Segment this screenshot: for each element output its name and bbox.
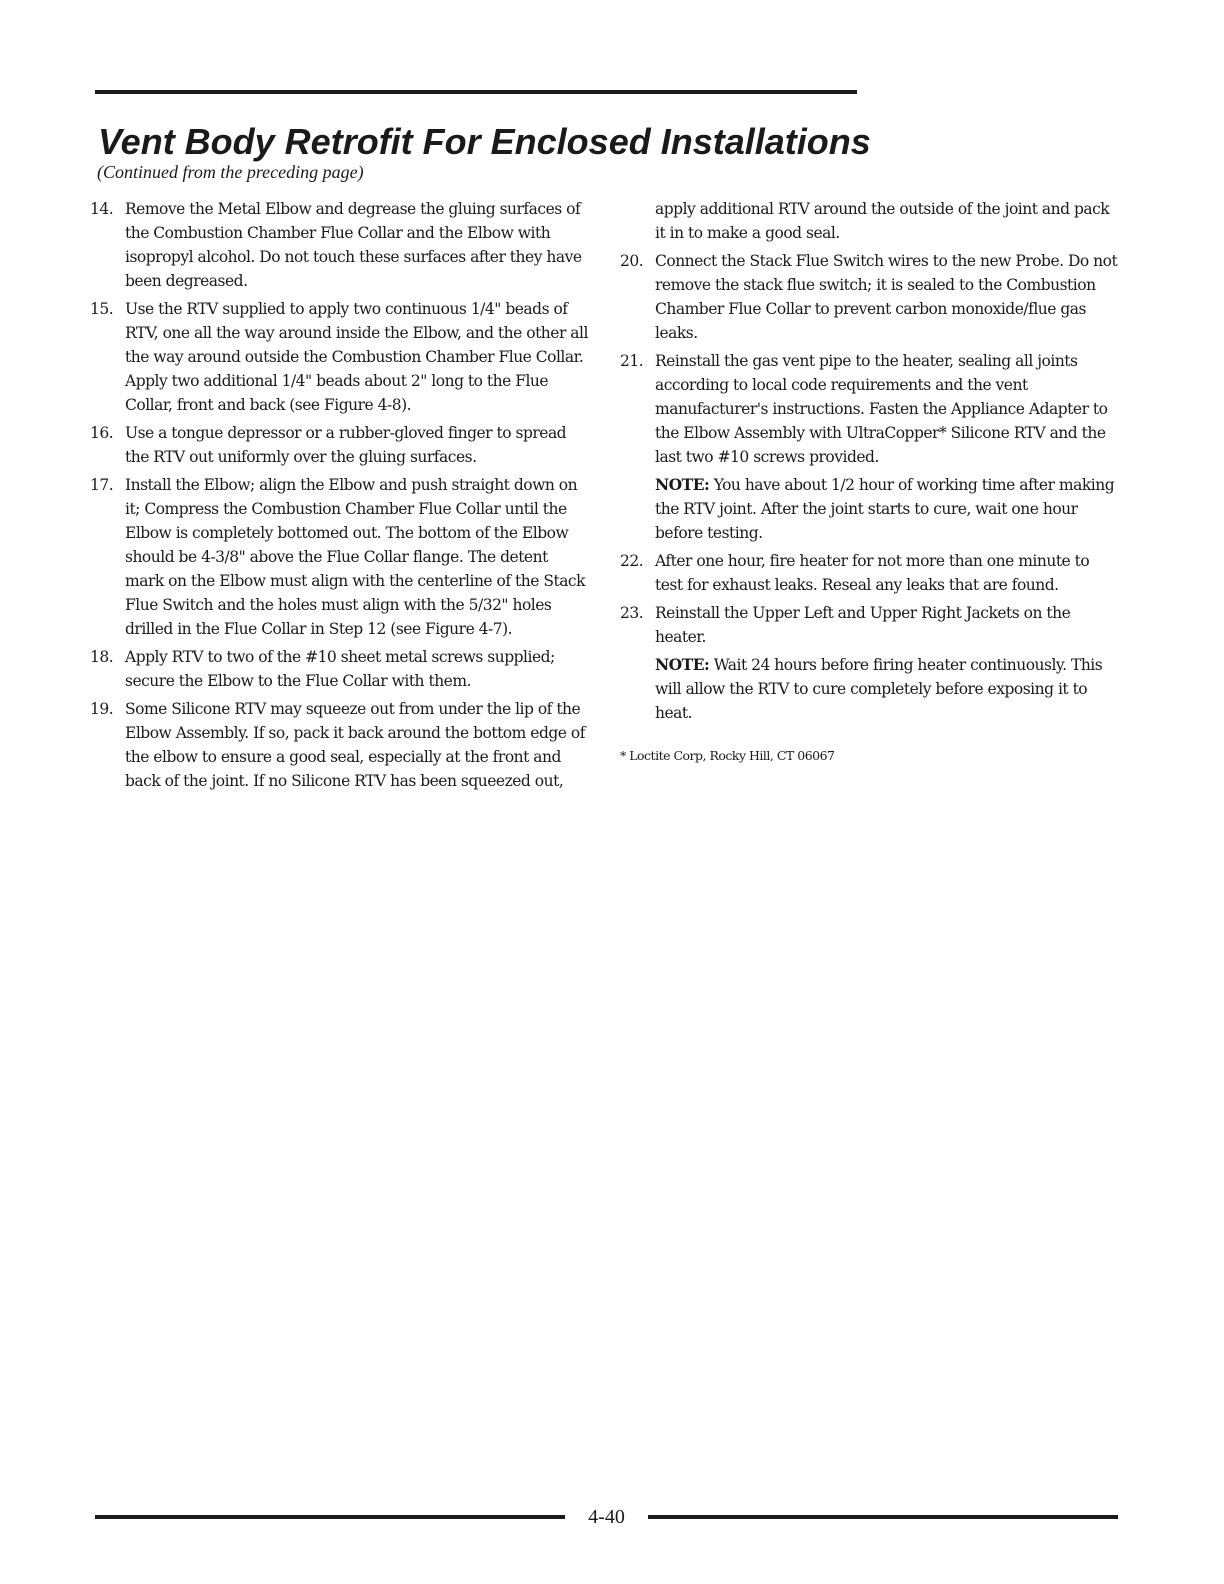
step-text: Connect the Stack Flue Switch wires to the new Probe. Do not remove the stack flue switch; it is sealed to the Combustion Chamber Flue Collar to prevent carbon monoxide/flue gas leaks. [655,252,1118,342]
note-label: NOTE: [655,655,710,674]
step-text: After one hour, fire heater for not more than one minute to test for exhaust leaks. Reseal any leaks that are found. [655,552,1090,594]
step-19-continuation: apply additional RTV around the outside of the joint and pack it in to make a good seal. [655,200,1110,242]
step-text: Reinstall the Upper Left and Upper Right Jackets on the heater. [655,604,1071,646]
top-rule [95,90,857,94]
page-subtitle: (Continued from the preceding page) [97,162,364,182]
step-15 [90,297,590,417]
note-working-time [655,473,1120,545]
note-text: Wait 24 hours before firing heater continuously. This will allow the RTV to cure completely before exposing it to heat. [655,656,1103,722]
step-21 [620,349,1120,469]
step-text: Apply RTV to two of the #10 sheet metal screws supplied; secure the Elbow to the Flue Collar with them. [125,648,555,690]
step-17 [90,473,590,641]
step-text: Install the Elbow; align the Elbow and push straight down on it; Compress the Combustion Chamber Flue Collar until the Elbow is completely bottomed out. The bottom of the Elbow should be 4-3/8" above the Flue Collar flange. The detent mark on the Elbow must align with the centerline of the Stack Flue Switch and the holes must align with the 5/32" holes drilled in the Flue Collar in Step 12 (see Figure 4-7). [125,476,586,638]
step-14 [90,197,590,293]
page-title: Vent Body Retrofit For Enclosed Installations [98,121,871,162]
step-number: 16. [90,424,114,442]
note-text: You have about 1/2 hour of working time after making the RTV joint. After the joint starts to cure, wait one hour before testing. [655,476,1115,542]
step-number: 20. [620,252,644,270]
right-column [620,197,1120,765]
step-text: Use the RTV supplied to apply two continuous 1/4" beads of RTV, one all the way around inside the Elbow, and the other all the way around outside the Combustion Chamber Flue Collar. Apply two additional 1/4" beads about 2" long to the Flue Collar, front and back (see Figure 4-8). [125,300,588,414]
step-22 [620,549,1120,597]
step-text: Some Silicone RTV may squeeze out from under the lip of the Elbow Assembly. If so, pack it back around the bottom edge of the elbow to ensure a good seal, especially at the front and back of the joint. If no Silicone RTV has been squeezed out, [125,700,585,790]
step-number: 23. [620,604,644,622]
step-18 [90,645,590,693]
step-text: Reinstall the gas vent pipe to the heater, sealing all joints according to local code requirements and the vent manufacturer's instructions. Fasten the Appliance Adapter to the Elbow Assembly with UltraCopper* Silicone RTV and the last two #10 screws provided. [655,352,1108,466]
footer-rule-left [95,1515,565,1519]
note-cure-time [655,653,1120,725]
step-number: 21. [620,352,644,370]
footer-rule-right [648,1515,1118,1519]
step-text: Use a tongue depressor or a rubber-gloved finger to spread the RTV out uniformly over the gluing surfaces. [125,424,567,466]
step-23 [620,601,1120,649]
step-number: 14. [90,200,114,218]
step-number: 17. [90,476,114,494]
footnote: * Loctite Corp, Rocky Hill, CT 06067 [620,748,835,763]
step-number: 19. [90,700,114,718]
step-text: Remove the Metal Elbow and degrease the gluing surfaces of the Combustion Chamber Flue Collar and the Elbow with isopropyl alcohol. Do not touch these surfaces after they have been degreased. [125,200,582,290]
page-number: 4-40 [588,1506,625,1528]
step-number: 18. [90,648,114,666]
step-20 [620,249,1120,345]
step-number: 15. [90,300,114,318]
note-label: NOTE: [655,475,710,494]
step-16 [90,421,590,469]
left-column [90,197,590,797]
step-19 [90,697,590,793]
step-number: 22. [620,552,644,570]
